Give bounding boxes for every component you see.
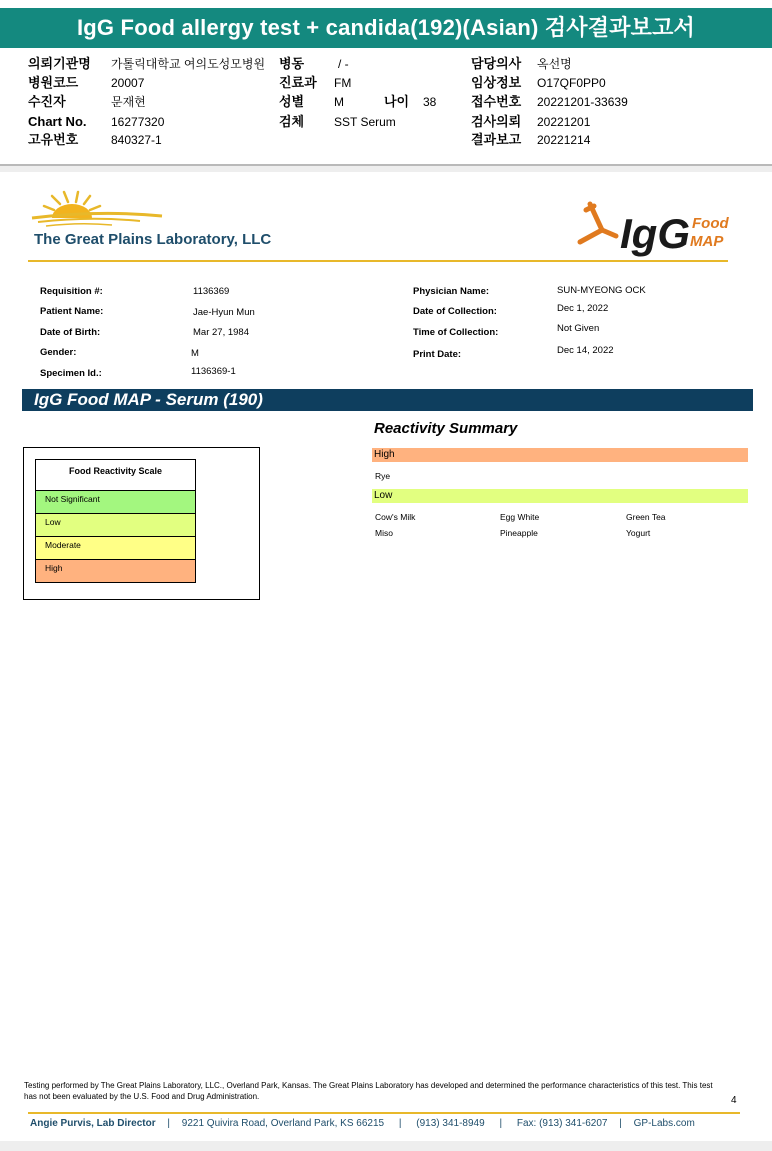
requisition-value: 1136369 [193, 286, 230, 297]
kr-row-5 [0, 131, 772, 149]
kr-value: 16277320 [111, 115, 165, 129]
gender-label: Gender: [40, 347, 77, 358]
low-food-item: Yogurt [626, 528, 651, 538]
dob-value: Mar 27, 1984 [193, 327, 249, 338]
kr-row-1 [0, 55, 772, 73]
food-reactivity-scale [35, 459, 196, 583]
low-food-item: Green Tea [626, 512, 666, 522]
kr-label: 의뢰기관명 [28, 56, 91, 71]
scale-level-low: Low [36, 514, 195, 537]
kr-label: 병동 [279, 56, 305, 71]
kr-value: 가톨릭대학교 여의도성모병원 [111, 57, 266, 71]
physician-label: Physician Name: [413, 286, 490, 297]
kr-label: 결과보고 [471, 132, 522, 147]
kr-label: 고유번호 [28, 132, 79, 147]
header-gold-line [28, 260, 728, 262]
specimen-value: 1136369-1 [191, 366, 236, 377]
collection-date-value: Dec 1, 2022 [557, 303, 609, 314]
logo-map-text: MAP [690, 233, 724, 250]
kr-value: 840327-1 [111, 133, 162, 147]
print-date-value: Dec 14, 2022 [557, 345, 614, 356]
lab-director: Angie Purvis, Lab Director [30, 1118, 156, 1129]
kr-value: / - [338, 57, 349, 71]
page-bottom-gap [0, 1141, 772, 1151]
print-date-label: Print Date: [413, 349, 462, 360]
high-food-item: Rye [375, 471, 391, 481]
kr-label: 임상정보 [471, 75, 522, 90]
low-reactivity-band: Low [372, 489, 748, 503]
kr-value: O17QF0PP0 [537, 76, 606, 90]
scale-level-moderate: Moderate [36, 537, 195, 560]
lab-fax: Fax: (913) 341-6207 [516, 1118, 608, 1129]
scale-title: Food Reactivity Scale [36, 460, 195, 491]
kr-value: FM [334, 76, 352, 90]
low-food-item: Miso [375, 528, 393, 538]
lab-name: The Great Plains Laboratory, LLC [34, 231, 272, 248]
requisition-label: Requisition #: [40, 286, 103, 297]
lab-phone: (913) 341-8949 [416, 1118, 485, 1129]
kr-value: 20007 [111, 76, 145, 90]
kr-label: 수진자 [28, 94, 66, 109]
kr-value: 문재현 [111, 95, 146, 109]
scale-level-high: High [36, 560, 195, 582]
kr-value: 38 [423, 95, 437, 109]
kr-label: 담당의사 [471, 56, 522, 71]
igg-food-map-logo [568, 196, 738, 258]
low-food-item: Cow's Milk [375, 512, 416, 522]
patient-name-value: Jae-Hyun Mun [193, 307, 255, 318]
kr-value: 옥선명 [537, 57, 572, 71]
kr-label: 나이 [384, 94, 410, 109]
low-food-item: Pineapple [500, 528, 538, 538]
kr-row-3 [0, 93, 772, 111]
page-number: 4 [731, 1095, 737, 1106]
kr-label: 병원코드 [28, 75, 79, 90]
lab-address: 9221 Quivira Road, Overland Park, KS 66215 [181, 1118, 385, 1129]
kr-value: SST Serum [334, 115, 396, 129]
kr-row-4 [0, 113, 772, 131]
section-title-bar: IgG Food MAP - Serum (190) [22, 389, 753, 411]
physician-value: SUN-MYEONG OCK [557, 285, 646, 296]
kr-row-2 [0, 74, 772, 92]
lab-website[interactable]: GP-Labs.com [633, 1118, 695, 1129]
footer-gold-line [28, 1112, 740, 1114]
collection-time-label: Time of Collection: [413, 327, 499, 338]
kr-value: 20221201-33639 [537, 95, 628, 109]
logo-food-text: Food [692, 215, 729, 232]
testing-disclaimer: Testing performed by The Great Plains Laboratory, LLC., Overland Park, Kansas. The Great Plains Laboratory has developed and determined the performance characteristics of this test. This test has not been evaluated by the U.S. Food and Drug Administration. [24, 1081, 713, 1101]
kr-label: 검사의뢰 [471, 114, 522, 129]
kr-label: 검체 [279, 114, 305, 129]
logo-igg-text: IgG [620, 210, 690, 257]
page-gap [0, 166, 772, 172]
patient-name-label: Patient Name: [40, 306, 104, 317]
specimen-label: Specimen Id.: [40, 368, 102, 379]
dob-label: Date of Birth: [40, 327, 101, 338]
reactivity-summary-title: Reactivity Summary [374, 420, 518, 437]
kr-label: 성별 [279, 94, 305, 109]
collection-time-value: Not Given [557, 323, 600, 334]
scale-level-not-significant: Not Significant [36, 491, 195, 514]
kr-label: 진료과 [279, 75, 317, 90]
kr-value: 20221214 [537, 133, 591, 147]
report-title-banner: IgG Food allergy test + candida(192)(Asian) 검사결과보고서 [0, 8, 772, 48]
kr-value: 20221201 [537, 115, 591, 129]
footer-contact-line: Angie Purvis, Lab Director | 9221 Quivira Road, Overland Park, KS 66215 | (913) 341-8949 | Fax: (913) 341-6207 | GP-Labs.com [30, 1118, 695, 1129]
kr-label: 접수번호 [471, 94, 522, 109]
gender-value: M [191, 348, 199, 359]
low-food-item: Egg White [500, 512, 540, 522]
korean-header-info [0, 52, 772, 166]
kr-value: M [334, 95, 344, 109]
high-reactivity-band: High [372, 448, 748, 462]
collection-date-label: Date of Collection: [413, 306, 497, 317]
kr-label: Chart No. [28, 114, 87, 129]
